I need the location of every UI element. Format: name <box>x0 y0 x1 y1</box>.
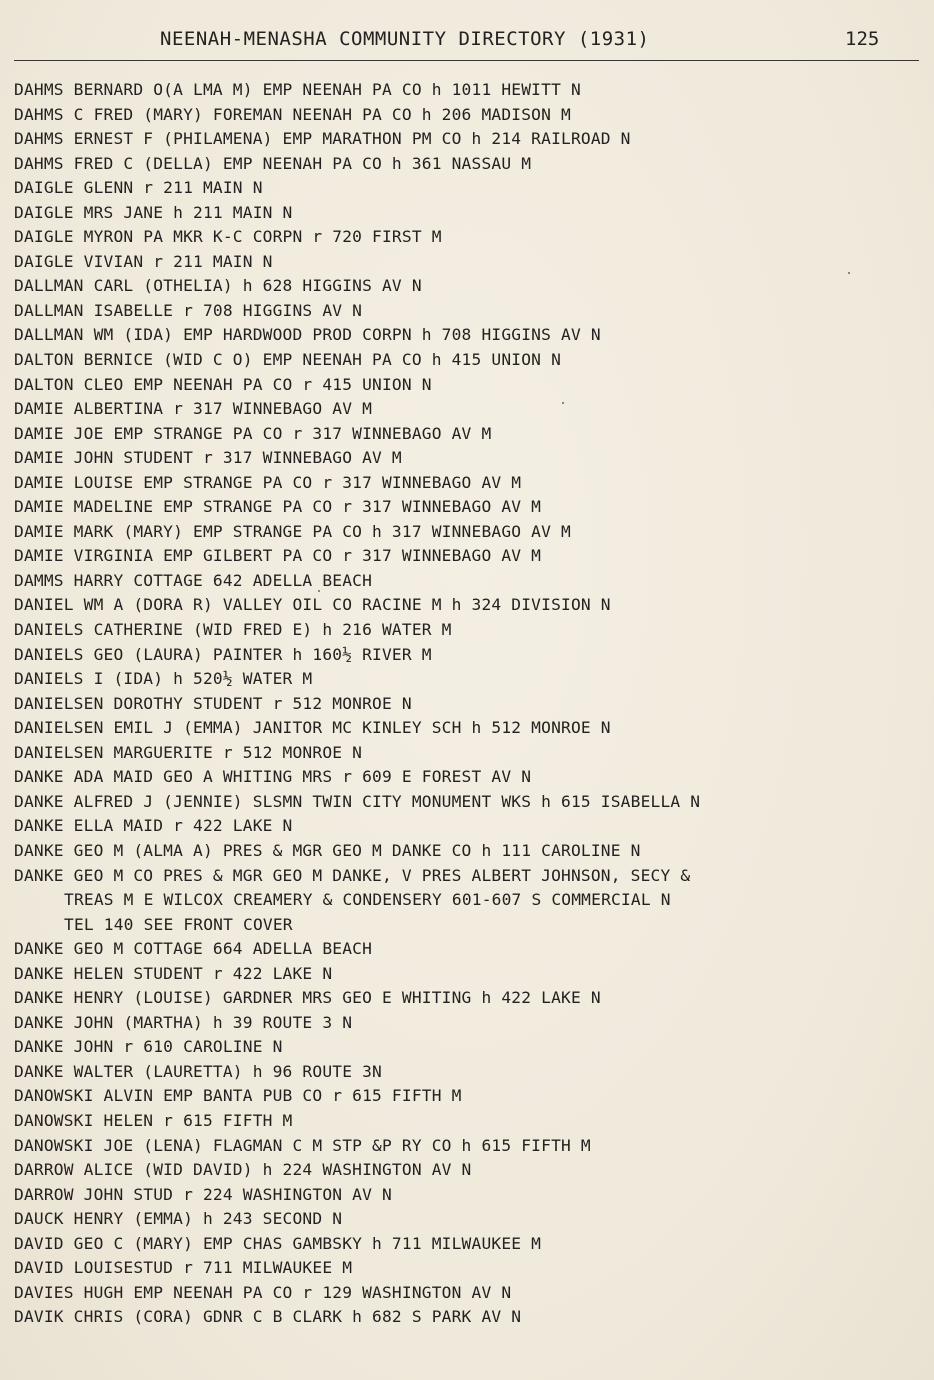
entry: DAVIK CHRIS (CORA) GDNR C B CLARK h 682 S PARK AV N <box>14 1307 522 1327</box>
entry: DANIELSEN DOROTHY STUDENT r 512 MONROE N <box>14 693 412 713</box>
entry: DANIELSEN MARGUERITE r 512 MONROE N <box>14 742 363 762</box>
entry: DANKE WALTER (LAURETTA) h 96 ROUTE 3N <box>14 1061 382 1081</box>
entry: DALLMAN CARL (OTHELIA) h 628 HIGGINS AV N <box>14 276 422 296</box>
entry: DANOWSKI ALVIN EMP BANTA PUB CO r 615 FIFTH M <box>14 1086 462 1106</box>
entry: DAMMS HARRY COTTAGE 642 ADELLA BEACH <box>14 570 373 590</box>
entry: DANIELSEN EMIL J (EMMA) JANITOR MC KINLEY SCH h 512 MONROE N <box>14 718 611 738</box>
entry-continuation: TEL 140 SEE FRONT COVER <box>64 914 293 934</box>
page-header <box>0 28 934 58</box>
entry: DANKE HELEN STUDENT r 422 LAKE N <box>14 963 333 983</box>
entry: DALLMAN WM (IDA) EMP HARDWOOD PROD CORPN h 708 HIGGINS AV N <box>14 325 601 345</box>
entry: DAMIE VIRGINIA EMP GILBERT PA CO r 317 WINNEBAGO AV M <box>14 546 542 566</box>
entry: DANKE JOHN r 610 CAROLINE N <box>14 1037 283 1057</box>
entry: DAHMS FRED C (DELLA) EMP NEENAH PA CO h 361 NASSAU M <box>14 153 532 173</box>
entry: DARROW JOHN STUD r 224 WASHINGTON AV N <box>14 1184 392 1204</box>
entry: DAMIE MADELINE EMP STRANGE PA CO r 317 WINNEBAGO AV M <box>14 497 542 517</box>
paper-speck <box>848 272 850 274</box>
page-number: 125 <box>845 28 880 50</box>
entry: DAMIE ALBERTINA r 317 WINNEBAGO AV M <box>14 399 373 419</box>
entry: DALTON BERNICE (WID C O) EMP NEENAH PA CO h 415 UNION N <box>14 350 562 370</box>
entry: DAVIES HUGH EMP NEENAH PA CO r 129 WASHINGTON AV N <box>14 1282 512 1302</box>
paper-speck <box>318 590 320 592</box>
entry: DAUCK HENRY (EMMA) h 243 SECOND N <box>14 1209 343 1229</box>
entry: DANKE ALFRED J (JENNIE) SLSMN TWIN CITY MONUMENT WKS h 615 ISABELLA N <box>14 791 701 811</box>
entry: DAMIE JOHN STUDENT r 317 WINNEBAGO AV M <box>14 448 402 468</box>
entry: DANIELS I (IDA) h 520½ WATER M <box>14 669 313 689</box>
entry-continuation: TREAS M E WILCOX CREAMERY & CONDENSERY 601-607 S COMMERCIAL N <box>64 890 671 910</box>
entry: DANKE GEO M COTTAGE 664 ADELLA BEACH <box>14 939 373 959</box>
header-rule <box>14 60 919 61</box>
entry: DAMIE JOE EMP STRANGE PA CO r 317 WINNEBAGO AV M <box>14 423 492 443</box>
entry: DAMIE MARK (MARY) EMP STRANGE PA CO h 317 WINNEBAGO AV M <box>14 521 571 541</box>
entry: DAHMS C FRED (MARY) FOREMAN NEENAH PA CO h 206 MADISON M <box>14 104 571 124</box>
entry: DANKE ELLA MAID r 422 LAKE N <box>14 816 293 836</box>
entry: DANKE JOHN (MARTHA) h 39 ROUTE 3 N <box>14 1012 353 1032</box>
entry: DAIGLE MRS JANE h 211 MAIN N <box>14 202 293 222</box>
entry: DAIGLE VIVIAN r 211 MAIN N <box>14 251 273 271</box>
directory-entries <box>14 78 929 1330</box>
entry: DANIELS GEO (LAURA) PAINTER h 160½ RIVER M <box>14 644 432 664</box>
entry: DARROW ALICE (WID DAVID) h 224 WASHINGTON AV N <box>14 1160 472 1180</box>
paper-speck <box>562 402 564 404</box>
entry: DAIGLE MYRON PA MKR K-C CORPN r 720 FIRST M <box>14 227 442 247</box>
entry: DANOWSKI HELEN r 615 FIFTH M <box>14 1110 293 1130</box>
entry: DAVID LOUISESTUD r 711 MILWAUKEE M <box>14 1258 353 1278</box>
entry: DALLMAN ISABELLE r 708 HIGGINS AV N <box>14 300 363 320</box>
entry: DAHMS BERNARD O(A LMA M) EMP NEENAH PA CO h 1011 HEWITT N <box>14 80 581 99</box>
entry: DAIGLE GLENN r 211 MAIN N <box>14 178 263 198</box>
entry: DANOWSKI JOE (LENA) FLAGMAN C M STP &P RY CO h 615 FIFTH M <box>14 1135 591 1155</box>
entry: DALTON CLEO EMP NEENAH PA CO r 415 UNION N <box>14 374 432 394</box>
entry: DANKE GEO M (ALMA A) PRES & MGR GEO M DANKE CO h 111 CAROLINE N <box>14 840 641 860</box>
entry: DANIEL WM A (DORA R) VALLEY OIL CO RACINE M h 324 DIVISION N <box>14 595 611 615</box>
entry: DANKE HENRY (LOUISE) GARDNER MRS GEO E WHITING h 422 LAKE N <box>14 988 601 1008</box>
entry: DAHMS ERNEST F (PHILAMENA) EMP MARATHON PM CO h 214 RAILROAD N <box>14 129 631 149</box>
entry: DAMIE LOUISE EMP STRANGE PA CO r 317 WINNEBAGO AV M <box>14 472 522 492</box>
entry: DANKE GEO M CO PRES & MGR GEO M DANKE, V PRES ALBERT JOHNSON, SECY & <box>14 865 691 885</box>
entry: DANKE ADA MAID GEO A WHITING MRS r 609 E FOREST AV N <box>14 767 532 787</box>
entry: DANIELS CATHERINE (WID FRED E) h 216 WATER M <box>14 620 452 640</box>
directory-title: NEENAH-MENASHA COMMUNITY DIRECTORY (1931) <box>160 28 650 50</box>
entry: DAVID GEO C (MARY) EMP CHAS GAMBSKY h 711 MILWAUKEE M <box>14 1233 542 1253</box>
